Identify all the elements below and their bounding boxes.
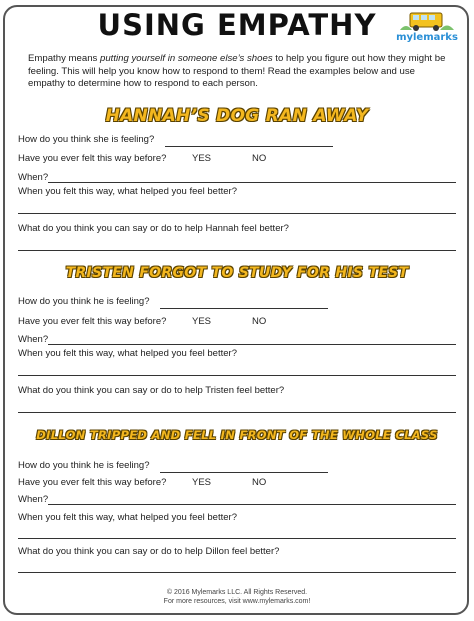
intro-paragraph: Empathy means putting yourself in someone else’s shoes to help you figure out how they might be feeling. This will help you know how to respond to them! Read the examples below and use empathy to determine how to respond to each person.	[28, 53, 446, 89]
logo	[396, 10, 458, 46]
yes-option-1[interactable]: YES	[192, 153, 212, 164]
when-question-2: When?	[18, 334, 49, 345]
yes-option-3[interactable]: YES	[192, 477, 212, 488]
scenario-heading-1: HANNAH’S DOG RAN AWAY	[105, 106, 369, 126]
feeling-question-1: How do you think she is feeling?	[18, 134, 155, 145]
when-answer-line-2[interactable]	[48, 344, 456, 345]
felt-question-2: Have you ever felt this way before?	[18, 316, 167, 327]
say-answer-line-3[interactable]	[18, 572, 456, 573]
intro-emphasis: putting yourself in someone else’s shoes	[100, 53, 273, 64]
no-option-1[interactable]: NO	[252, 153, 267, 164]
helped-question-2: When you felt this way, what helped you feel better?	[18, 348, 237, 359]
helped-answer-line-1[interactable]	[18, 213, 456, 214]
helped-question-3: When you felt this way, what helped you feel better?	[18, 512, 237, 523]
say-answer-line-1[interactable]	[18, 250, 456, 251]
when-question-1: When?	[18, 172, 49, 183]
scenario-heading-2: TRISTEN FORGOT TO STUDY FOR HIS TEST	[65, 265, 409, 281]
bus-icon	[396, 10, 458, 34]
feeling-answer-line-2[interactable]	[160, 308, 328, 309]
say-answer-line-2[interactable]	[18, 412, 456, 413]
when-answer-line-1[interactable]	[48, 182, 456, 183]
feeling-answer-line-3[interactable]	[160, 472, 328, 473]
when-question-3: When?	[18, 494, 49, 505]
say-question-1: What do you think you can say or do to help Hannah feel better?	[18, 223, 289, 234]
logo-text: mylemarks	[396, 32, 458, 43]
felt-question-1: Have you ever felt this way before?	[18, 153, 167, 164]
helped-question-1: When you felt this way, what helped you feel better?	[18, 186, 237, 197]
page-title: USING EMPATHY	[97, 8, 377, 42]
feeling-answer-line-1[interactable]	[165, 146, 333, 147]
say-question-2: What do you think you can say or do to help Tristen feel better?	[18, 385, 285, 396]
no-option-3[interactable]: NO	[252, 477, 267, 488]
feeling-question-2: How do you think he is feeling?	[18, 296, 150, 307]
felt-question-3: Have you ever felt this way before?	[18, 477, 167, 488]
feeling-question-3: How do you think he is feeling?	[18, 460, 150, 471]
helped-answer-line-2[interactable]	[18, 375, 456, 376]
copyright-text: © 2016 Mylemarks LLC. All Rights Reserved.	[166, 589, 308, 596]
resources-link[interactable]: For more resources, visit www.mylemarks.com!	[163, 598, 311, 605]
yes-option-2[interactable]: YES	[192, 316, 212, 327]
scenario-heading-3: DILLON TRIPPED AND FELL IN FRONT OF THE WHOLE CLASS	[36, 428, 438, 442]
no-option-2[interactable]: NO	[252, 316, 267, 327]
when-answer-line-3[interactable]	[48, 504, 456, 505]
helped-answer-line-3[interactable]	[18, 538, 456, 539]
say-question-3: What do you think you can say or do to help Dillon feel better?	[18, 546, 280, 557]
worksheet-border	[3, 5, 469, 615]
